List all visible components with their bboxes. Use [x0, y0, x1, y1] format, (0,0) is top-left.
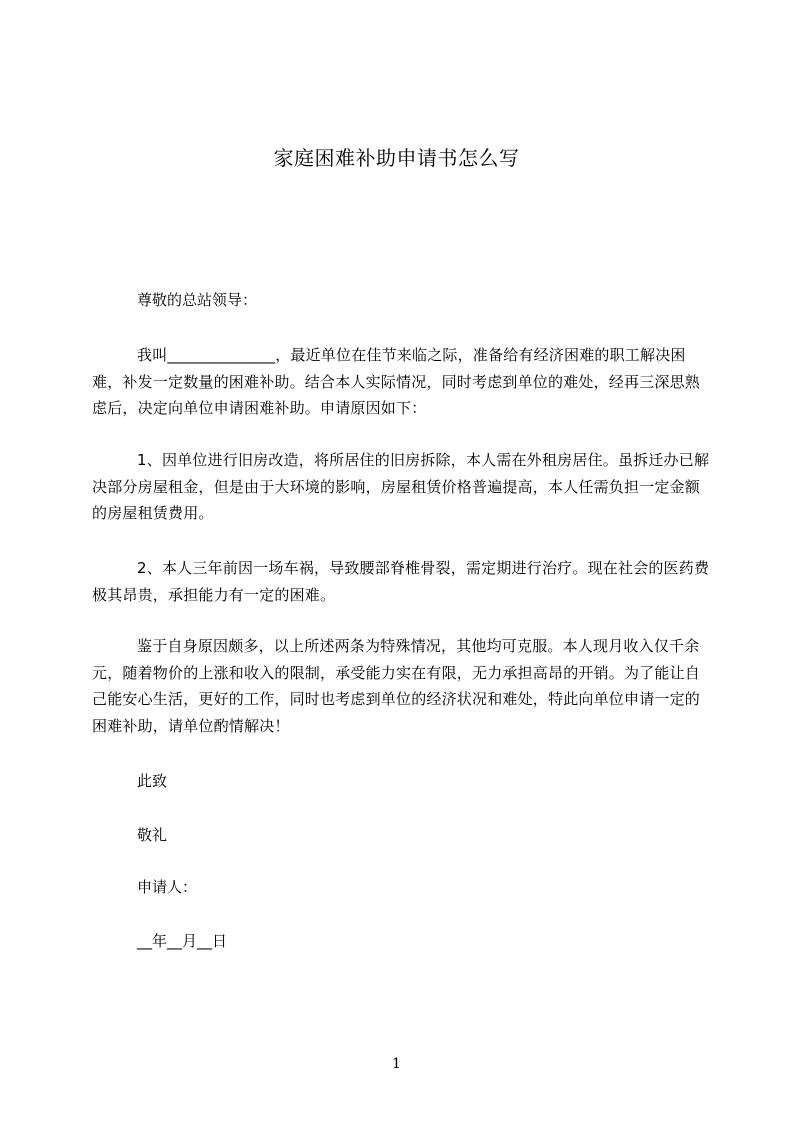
body-paragraph-conclusion: 鉴于自身原因颇多，以上所述两条为特殊情况，其他均可克服。本人现月收入仅千余元，随着物价的上涨和收入的限制，承受能力实在有限，无力承担高昂的开销。为了能让自己能安心生活，更好的工作，同时也考虑到单位的经济状况和难处，特此向单位申请一定的困难补助，请单位酌情解决！ [92, 637, 701, 735]
applicant-label: 申请人： [137, 878, 198, 896]
document-title: 家庭困难补助申请书怎么写 [273, 146, 520, 170]
salutation: 尊敬的总站领导： [137, 291, 258, 309]
body-paragraph-intro: 我叫______________，最近单位在佳节来临之际，准备给有经济困难的职工解决困难，补发一定数量的困难补助。结合本人实际情况，同时考虑到单位的难处，经再三深思熟虑后，决定向单位申请困难补助。申请原因如下： [92, 346, 701, 417]
page-number: 1 [392, 1056, 401, 1072]
closing-cizhi: 此致 [137, 772, 168, 790]
body-paragraph-reason-2: 2、本人三年前因一场车祸，导致腰部脊椎骨裂，需定期进行治疗。现在社会的医药费极其昂贵，承担能力有一定的困难。 [92, 559, 710, 604]
closing-jingli: 敬礼 [137, 826, 168, 844]
body-paragraph-reason-1: 1、因单位进行旧房改造，将所居住的旧房拆除，本人需在外租房居住。虽拆迁办已解决部分房屋租金，但是由于大环境的影响，房屋租赁价格普遍提高，本人任需负担一定金额的房屋租赁费用。 [92, 451, 710, 522]
date-line: __年__月__日 [137, 932, 228, 950]
